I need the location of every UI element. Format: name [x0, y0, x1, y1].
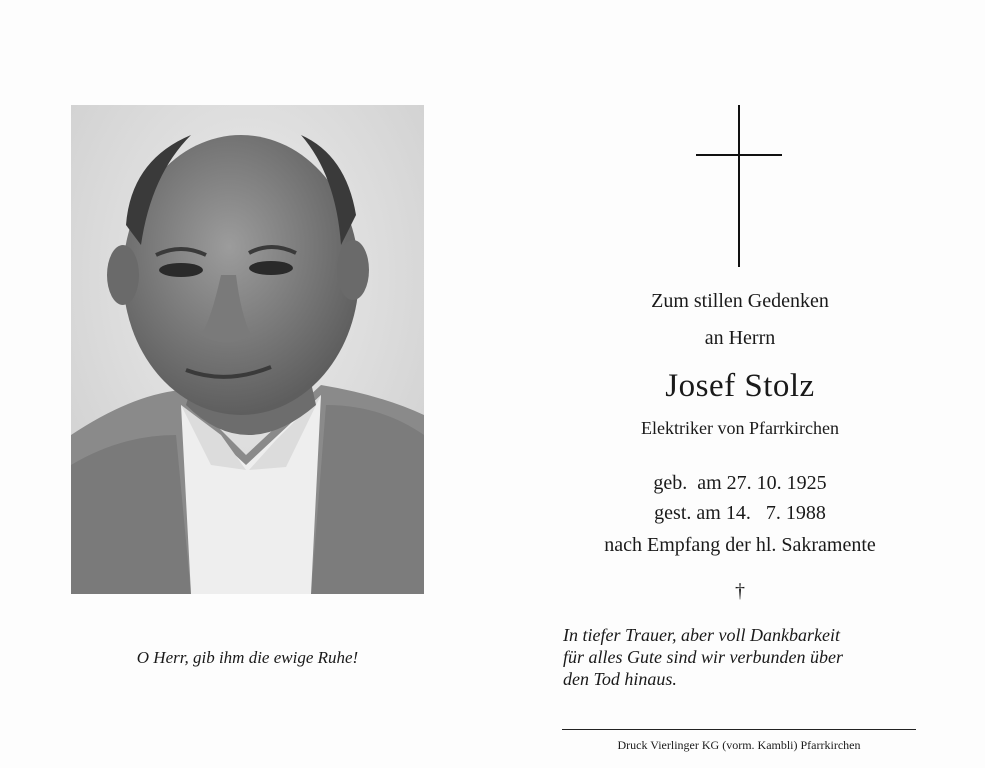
- printer-credit: Druck Vierlinger KG (vorm. Kambli) Pfarrkirchen: [617, 738, 861, 752]
- prayer-line: den Tod hinaus.: [563, 669, 677, 689]
- deceased-name: Josef Stolz: [665, 368, 815, 404]
- latin-cross-icon: [696, 105, 782, 267]
- left-prayer-caption: O Herr, gib ihm die ewige Ruhe!: [136, 648, 359, 667]
- prayer-line: In tiefer Trauer, aber voll Dankbarkeit: [563, 625, 840, 645]
- closing-prayer: [563, 624, 919, 690]
- prayer-line: für alles Gute sind wir verbunden über: [563, 647, 843, 667]
- divider: [562, 729, 916, 730]
- intro-line-2: an Herrn: [704, 327, 776, 349]
- occupation: Elektriker von Pfarrkirchen: [641, 418, 839, 438]
- sacraments-line: nach Empfang der hl. Sakramente: [604, 534, 876, 556]
- death-date: gest. am 14. 7. 1988: [654, 502, 826, 524]
- birth-date: geb. am 27. 10. 1925: [653, 472, 827, 494]
- intro-line-1: Zum stillen Gedenken: [651, 290, 829, 312]
- portrait-photo: [71, 105, 424, 594]
- dagger-mark: †: [735, 580, 745, 602]
